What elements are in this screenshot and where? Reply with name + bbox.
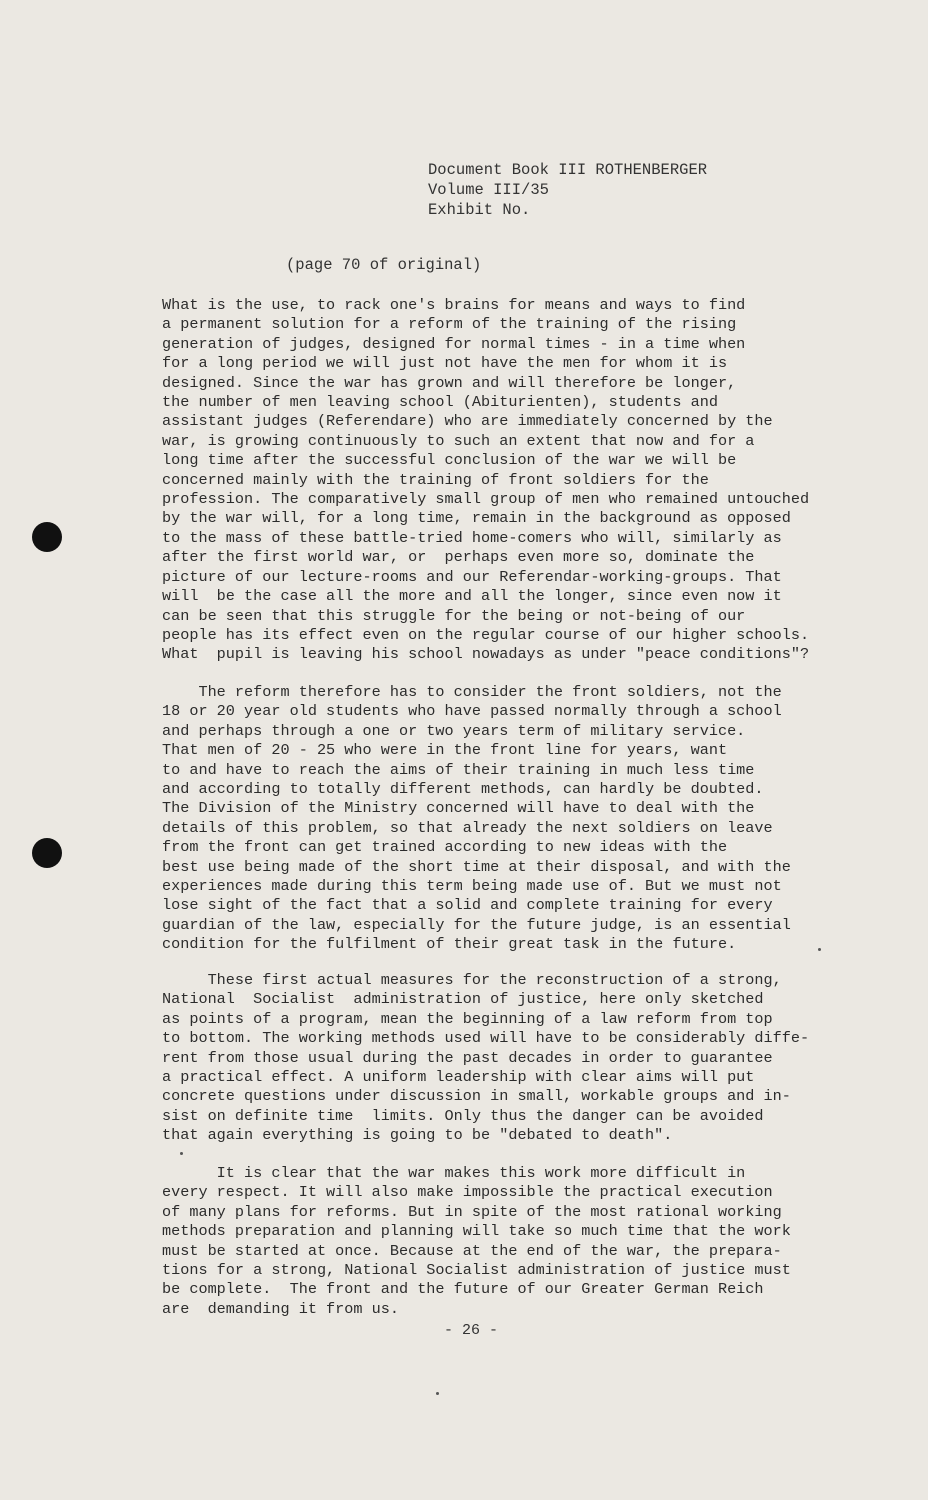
text-line: to and have to reach the aims of their training in much less time [162,760,755,779]
text-line: guardian of the law, especially for the future judge, is an essential [162,915,791,934]
text-line: generation of judges, designed for normal times - in a time when [162,334,746,353]
text-line: concrete questions under discussion in small, workable groups and in- [162,1087,791,1106]
document-header [428,160,707,220]
text-line: National Socialist administration of justice, here only sketched [162,990,764,1009]
text-line: tions for a strong, National Socialist administration of justice must [162,1261,791,1280]
text-line: a practical effect. A uniform leadership with clear aims will put [162,1068,755,1087]
text-line: condition for the fulfilment of their great task in the future. [162,935,737,954]
text-line: from the front can get trained according to new ideas with the [162,838,728,857]
paragraph-1 [162,296,862,665]
stray-mark [180,1152,183,1155]
header-book-line: Document Book III ROTHENBERGER [428,161,708,179]
text-line: to bottom. The working methods used will have to be considerably diffe- [162,1029,810,1048]
page-number: - 26 - [444,1322,499,1339]
paragraph-3 [162,971,862,1146]
text-line: designed. Since the war has grown and will therefore be longer, [162,373,737,392]
text-line: are demanding it from us. [162,1299,399,1318]
text-line: will be the case all the more and all the longer, since even now it [162,587,782,606]
text-line: lose sight of the fact that a solid and complete training for every [162,896,773,915]
text-line: must be started at once. Because at the end of the war, the prepara- [162,1241,782,1260]
text-line: of many plans for reforms. But in spite of the most rational working [162,1202,782,1221]
text-line: methods preparation and planning will take so much time that the work [162,1222,791,1241]
text-line: concerned mainly with the training of front soldiers for the [162,470,709,489]
text-line: after the first world war, or perhaps even more so, dominate the [162,548,755,567]
text-line: The Division of the Ministry concerned will have to deal with the [162,799,755,818]
text-line: picture of our lecture-rooms and our Referendar-working-groups. That [162,567,782,586]
stray-mark [818,948,821,951]
text-line: for a long period we will just not have the men for whom it is [162,354,728,373]
text-line: every respect. It will also make impossible the practical execution [162,1183,773,1202]
punch-hole [32,838,62,868]
text-line: profession. The comparatively small group of men who remained untouched [162,490,810,509]
stray-mark [436,1392,439,1395]
text-line: rent from those usual during the past decades in order to guarantee [162,1048,773,1067]
header-exhibit-line: Exhibit No. [428,201,531,219]
text-line: These first actual measures for the reconstruction of a strong, [162,971,782,989]
text-line: a permanent solution for a reform of the training of the rising [162,315,737,334]
text-line: the number of men leaving school (Abiturienten), students and [162,393,718,412]
text-line: can be seen that this struggle for the being or not-being of our [162,606,746,625]
text-line: best use being made of the short time at their disposal, and with the [162,857,791,876]
text-line: What is the use, to rack one's brains for means and ways to find [162,296,746,314]
punch-hole [32,522,62,552]
text-line: details of this problem, so that already the next soldiers on leave [162,818,773,837]
text-line: and perhaps through a one or two years term of military service. [162,721,746,740]
text-line: be complete. The front and the future of our Greater German Reich [162,1280,764,1299]
text-line: It is clear that the war makes this work more difficult in [162,1164,746,1182]
text-line: What pupil is leaving his school nowadays as under "peace conditions"? [162,645,810,664]
text-line: people has its effect even on the regular course of our higher schools. [162,625,810,644]
text-line: That men of 20 - 25 who were in the front line for years, want [162,741,728,760]
text-line: experiences made during this term being made use of. But we must not [162,877,782,896]
text-line: that again everything is going to be "debated to death". [162,1126,673,1145]
paragraph-4 [162,1164,862,1319]
paragraph-2 [162,683,862,955]
text-line: long time after the successful conclusion of the war we will be [162,451,737,470]
header-volume-line: Volume III/35 [428,181,549,199]
page-reference: (page 70 of original) [286,256,482,274]
text-line: as points of a program, mean the beginning of a law reform from top [162,1009,773,1028]
text-line: by the war will, for a long time, remain in the background as opposed [162,509,791,528]
text-line: sist on definite time limits. Only thus the danger can be avoided [162,1106,764,1125]
text-line: war, is growing continuously to such an extent that now and for a [162,431,755,450]
text-line: The reform therefore has to consider the front soldiers, not the [162,683,782,701]
text-line: and according to totally different methods, can hardly be doubted. [162,780,764,799]
text-line: 18 or 20 year old students who have passed normally through a school [162,702,782,721]
text-line: to the mass of these battle-tried home-comers who will, similarly as [162,528,782,547]
text-line: assistant judges (Referendare) who are immediately concerned by the [162,412,773,431]
